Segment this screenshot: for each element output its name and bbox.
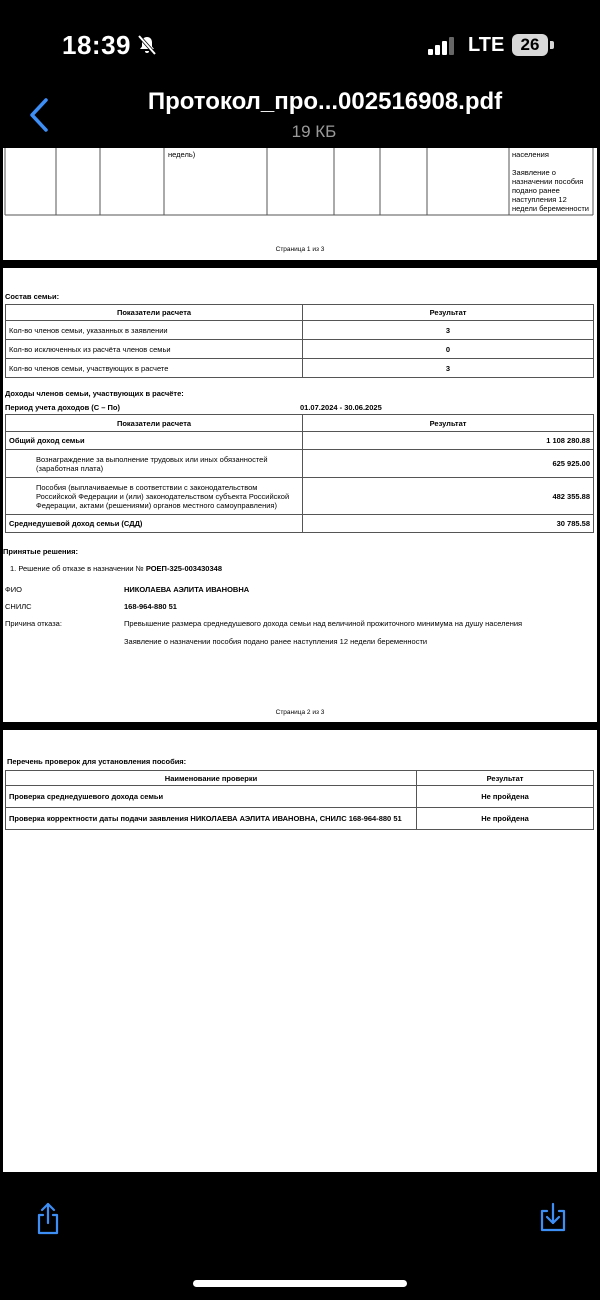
check-name: Проверка корректности даты подачи заявления НИКОЛАЕВА АЭЛИТА ИВАНОВНА, СНИЛС 168-964-880 51	[6, 808, 417, 830]
page1-cell-text: недели беременности	[512, 204, 589, 213]
table-row	[6, 340, 594, 359]
checks-heading: Перечень проверок для установления пособия:	[7, 757, 187, 766]
family-heading: Состав семьи:	[5, 292, 60, 301]
page1-cell-text: наступления 12	[512, 195, 567, 204]
page1-cell-text: подано ранее	[512, 186, 560, 195]
bell-muted-icon	[136, 34, 158, 56]
reason-text: Заявление о назначении пособия подано ранее наступления 12 недели беременности	[124, 637, 428, 646]
decision-number: РОЕП-325-003430348	[145, 564, 222, 573]
row-label: Среднедушевой доход семьи (СДД)	[6, 515, 303, 533]
nav-bar	[0, 86, 600, 148]
income-table	[5, 414, 594, 533]
pdf-page-1	[3, 148, 597, 260]
page1-cell-text: Заявление о	[512, 168, 556, 177]
table-row	[6, 808, 594, 830]
page1-cell-text: населения	[512, 150, 549, 159]
checks-table	[5, 770, 594, 830]
table-row	[6, 515, 594, 533]
row-value: 1 108 280.88	[303, 432, 594, 450]
row-value: 3	[303, 359, 594, 378]
table-header: Результат	[417, 771, 594, 786]
table-header: Результат	[303, 305, 594, 321]
check-name: Проверка среднедушевого дохода семьи	[6, 786, 417, 808]
row-value: 30 785.58	[303, 515, 594, 533]
family-table	[5, 304, 594, 378]
check-result: Не пройдена	[417, 786, 594, 808]
home-indicator[interactable]	[193, 1280, 407, 1287]
table-header: Показатели расчета	[6, 415, 303, 432]
page1-table-grid	[3, 148, 597, 218]
row-value: 625 925.00	[303, 450, 594, 478]
row-label	[6, 450, 303, 478]
row-label: Кол-во исключенных из расчёта членов семьи	[6, 340, 303, 359]
battery-level: 26	[512, 34, 548, 56]
table-header: Показатели расчета	[6, 305, 303, 321]
page-number: Страница 1 из 3	[275, 246, 325, 253]
decisions-heading: Принятые решения:	[3, 547, 79, 556]
table-header: Наименование проверки	[6, 771, 417, 786]
table-row	[6, 321, 594, 340]
row-label-line: Пособия (выплачиваемые в соответствии с законодательством	[36, 482, 258, 492]
reason-text: Превышение размера среднедушевого дохода семьи над величиной прожиточного минимума на душу населения	[124, 619, 523, 628]
row-label: Кол-во членов семьи, указанных в заявлении	[6, 321, 303, 340]
row-value: 0	[303, 340, 594, 359]
table-row	[6, 786, 594, 808]
table-row	[6, 359, 594, 378]
check-result: Не пройдена	[417, 808, 594, 830]
save-icon[interactable]	[538, 1202, 568, 1234]
pdf-page-2	[3, 268, 597, 722]
table-row	[6, 450, 594, 478]
cellular-signal-icon	[428, 36, 458, 56]
row-label-line: (заработная плата)	[36, 463, 104, 473]
snils-value: 168-964-880 51	[124, 602, 177, 611]
fio-label: ФИО	[5, 585, 22, 594]
row-label	[6, 478, 303, 515]
page-number: Страница 2 из 3	[275, 709, 325, 716]
snils-label: СНИЛС	[5, 602, 32, 611]
row-value: 3	[303, 321, 594, 340]
battery-tip	[550, 41, 554, 49]
pdf-page-3	[3, 730, 597, 1172]
fio-value: НИКОЛАЕВА АЭЛИТА ИВАНОВНА	[124, 585, 250, 594]
page1-cell-text: назначении пособия	[512, 177, 584, 186]
share-icon[interactable]	[34, 1202, 62, 1236]
period-label: Период учета доходов (С – По)	[5, 403, 120, 412]
clock: 18:39	[62, 30, 131, 60]
income-heading: Доходы членов семьи, участвующих в расчёте:	[5, 389, 184, 398]
decision-prefix: 1. Решение об отказе в назначении №	[10, 564, 144, 573]
status-bar	[0, 0, 600, 90]
row-value: 482 355.88	[303, 478, 594, 515]
document-title: Протокол_про...002516908.pdf	[147, 88, 503, 115]
row-label: Общий доход семьи	[6, 432, 303, 450]
row-label-line: Российской Федерации и (или) законодательством субъекта Российской	[36, 491, 290, 501]
row-label-line: Вознаграждение за выполнение трудовых или иных обязанностей	[36, 454, 268, 464]
row-label: Кол-во членов семьи, участвующих в расчете	[6, 359, 303, 378]
decision-line	[10, 564, 222, 573]
table-row	[6, 432, 594, 450]
table-row	[6, 478, 594, 515]
file-size: 19 КБ	[291, 122, 337, 141]
reason-label: Причина отказа:	[5, 619, 62, 628]
period-value: 01.07.2024 - 30.06.2025	[300, 403, 382, 412]
network-type: LTE	[468, 34, 505, 56]
page1-cell-text: недель)	[168, 150, 196, 159]
row-label-line: Федерации, актами (решениями) органов местного самоуправления)	[36, 500, 277, 510]
table-header: Результат	[303, 415, 594, 432]
